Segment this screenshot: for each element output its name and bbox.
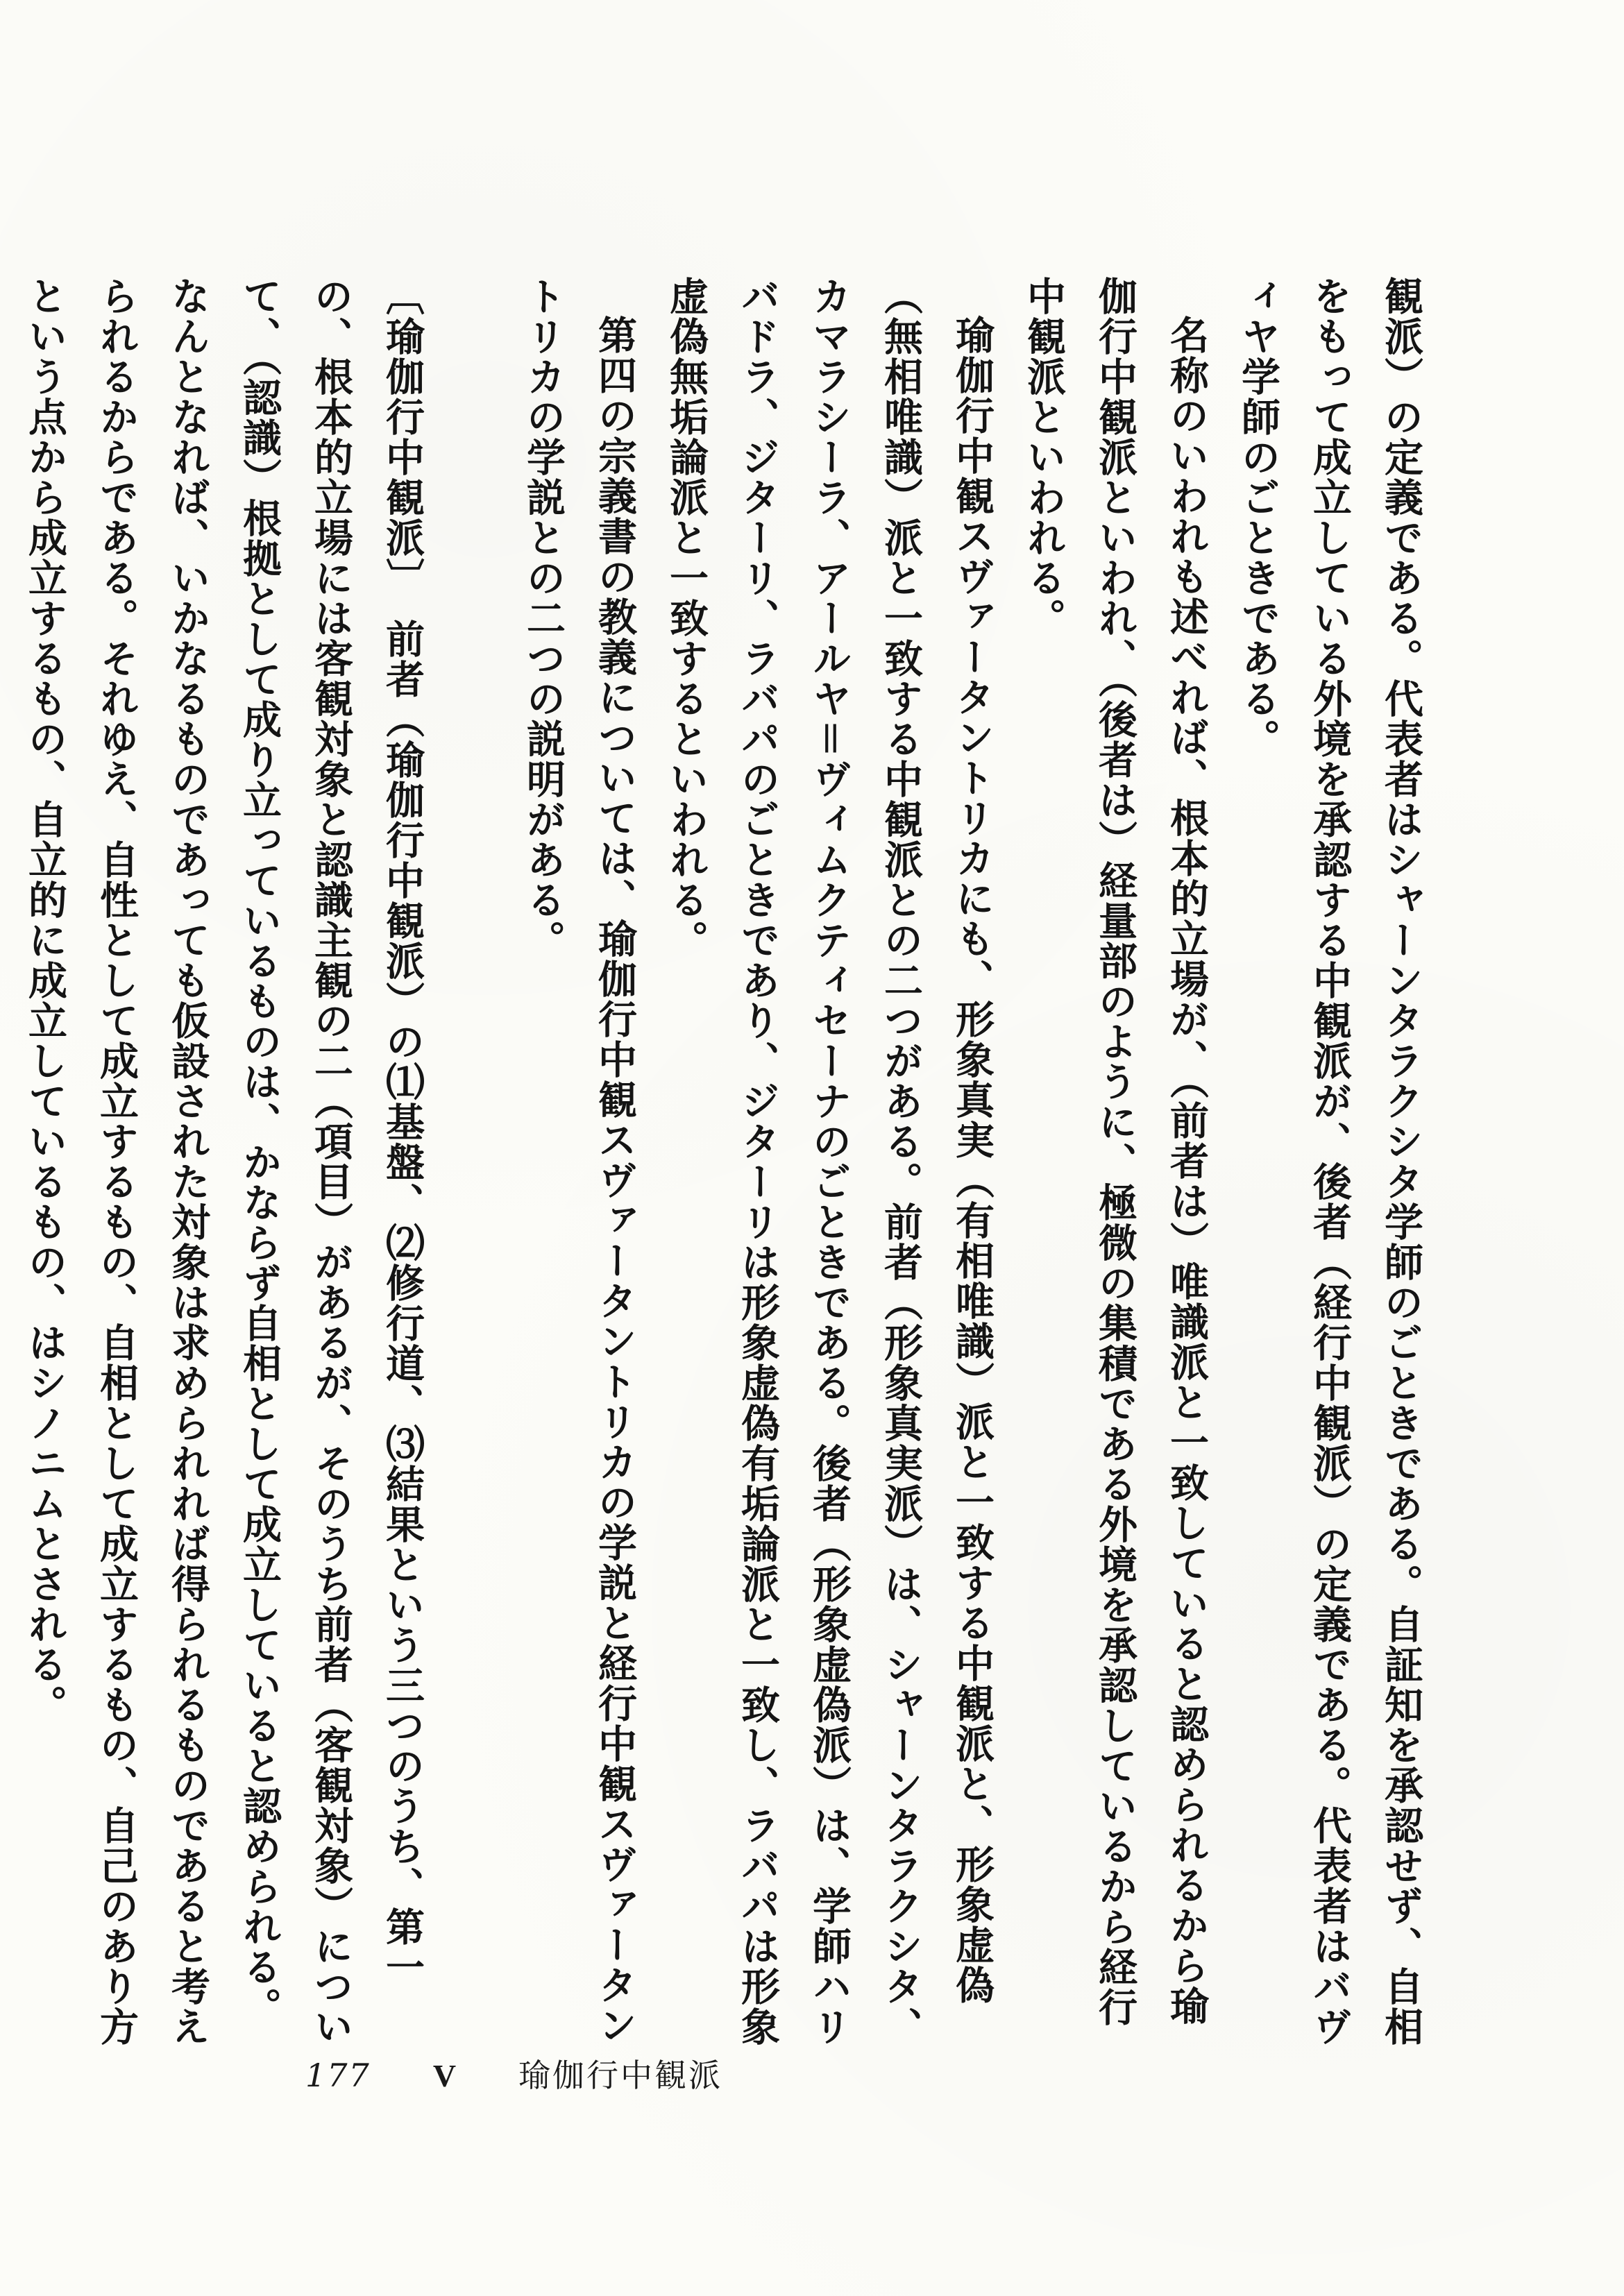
paragraph-2: 名称のいわれも述べれば、根本的立場が、（前者は）唯識派と一致していると認められるから瑜伽行中観派といわれ、（後者は）経量部のように、極微の集積である外境を承認しているから経行中観派といわれる。 [1021, 276, 1210, 2027]
paragraph-4: 第四の宗義書の教義については、瑜伽行中観スヴァータントリカの学説と経行中観スヴァータントリカの学説との二つの説明がある。 [521, 276, 638, 2046]
page-number: 177 [305, 2057, 371, 2094]
paragraph-5 [9, 276, 438, 2052]
paragraph-1: 観派）の定義である。代表者はシャーンタラクシタ学師のごときである。自証知を承認せず、自相をもって成立している外境を承認する中観派が、後者（経行中観派）の定義である。代表者はバヴィヤ学師のごときである。 [1235, 276, 1424, 2047]
section-heading: 〔瑜伽行中観派〕 [380, 276, 425, 579]
page-footer [305, 2050, 722, 2099]
chapter-title: 瑜伽行中観派 [518, 2057, 723, 2094]
chapter-number: V [432, 2058, 457, 2093]
paragraph-5-text: 前者（瑜伽行中観派）の⑴基盤、⑵修行道、⑶結果という三つのうち、第一の、根本的立場には客観対象と認識主観の二（項目）があるが、そのうち前者（客観対象）について、（認識）根拠として成り立っているものは、かならず自相として成立していると認められる。なんとなれば、いかなるものであっても仮設された対象は求められれば得られるものであると考えられるからである。それゆえ、自性として成立するもの、自相として成立するもの、自己のあり方という点から成立するもの、自立的に成立しているもの、はシノニムとされる。 [22, 276, 425, 2047]
vertical-body-text [0, 276, 1437, 2052]
paragraph-3: 瑜伽行中観スヴァータントリカにも、形象真実（有相唯識）派と一致する中観派と、形象虚偽（無相唯識）派と一致する中観派との二つがある。前者（形象真実派）は、シャーンタラクシタ、カマラシーラ、アールヤ＝ヴィムクティセーナのごときである。後者（形象虚偽派）は、学師ハリバドラ、ジターリ、ラバパのごときであり、ジターリは形象虚偽有垢論派と一致し、ラバパは形象虚偽無垢論派と一致するといわれる。 [663, 276, 995, 2047]
